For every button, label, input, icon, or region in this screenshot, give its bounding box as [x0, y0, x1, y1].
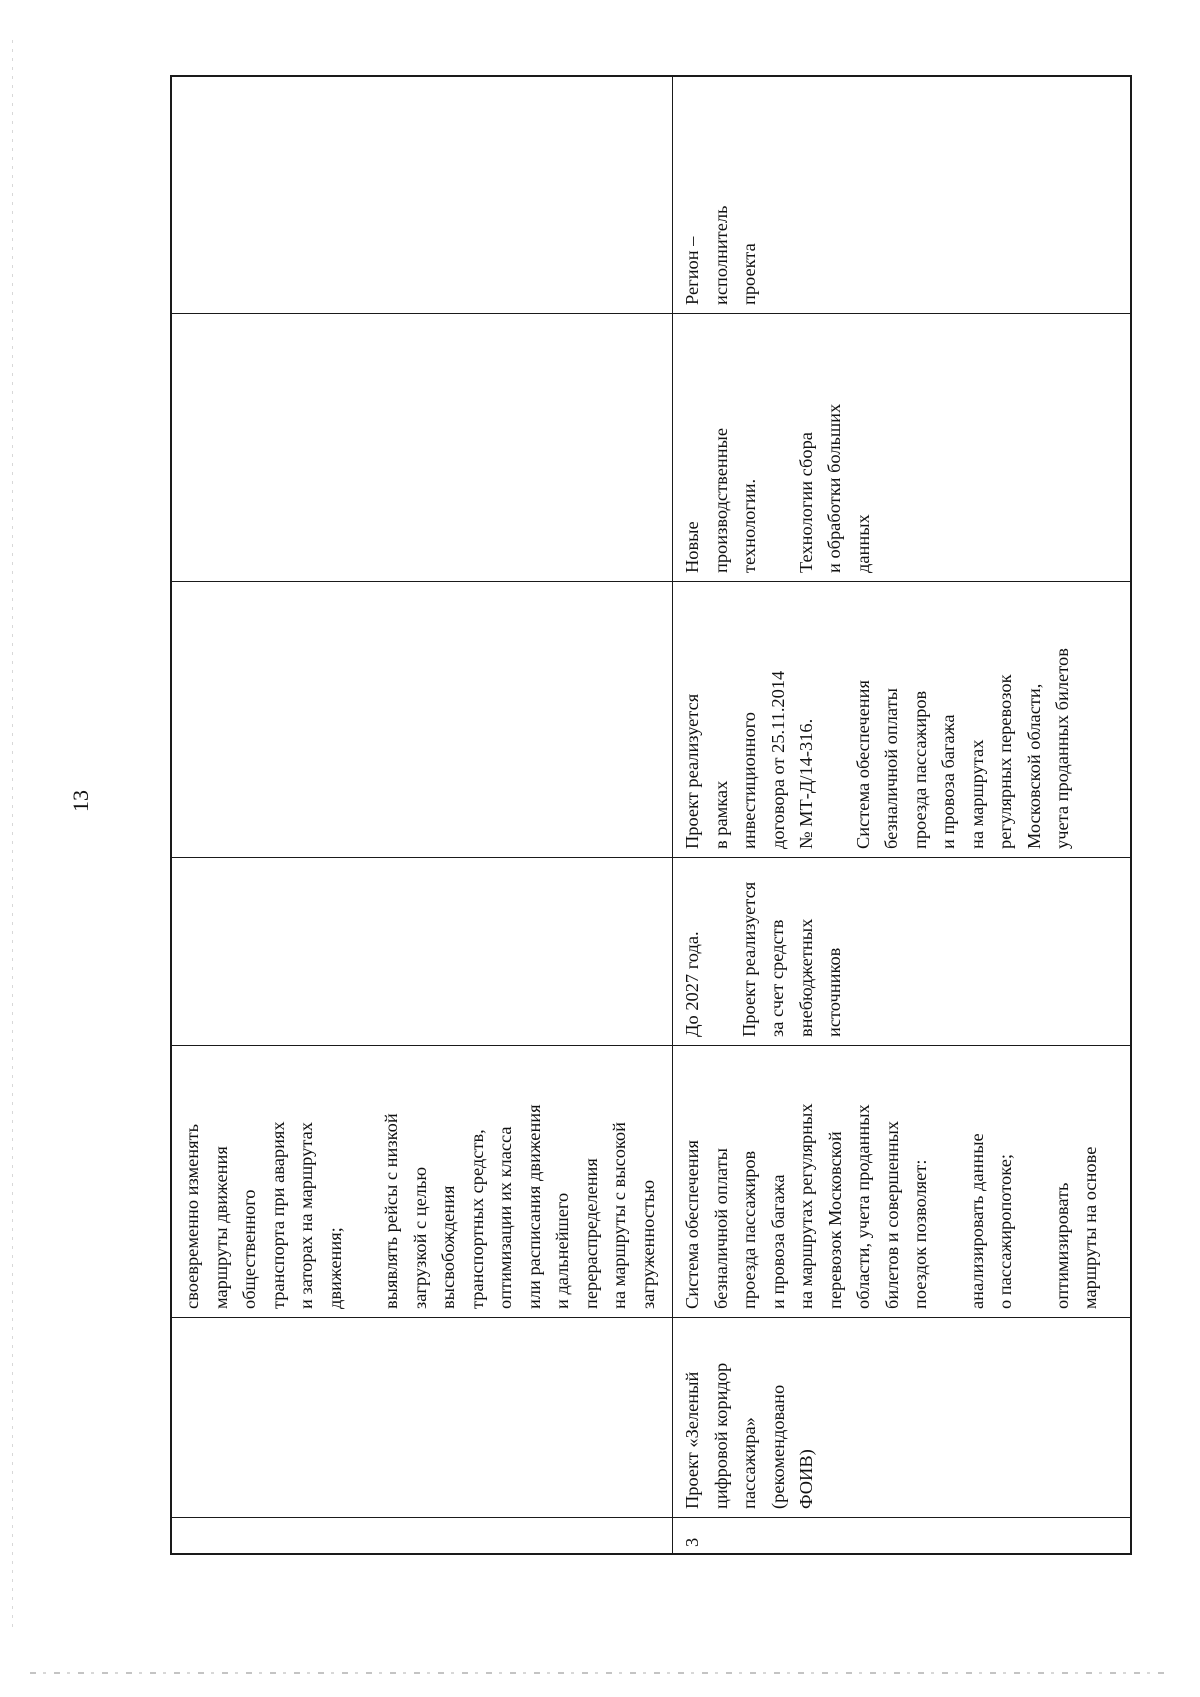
cell-number [172, 1518, 672, 1553]
paragraph-gap [935, 1052, 963, 1309]
paragraph-gap [349, 1052, 377, 1309]
funding-text: Проект реализуется за счет средств внебюджетных источников [738, 881, 844, 1037]
cell-description [172, 1046, 672, 1318]
paragraph-gap [707, 864, 735, 1037]
table-row-continuation [172, 77, 673, 1553]
paragraph-gap [821, 588, 849, 849]
scan-edge-left [12, 40, 13, 1630]
description-paragraph-3: оптимизировать маршруты на основе [1051, 1146, 1100, 1309]
paragraph-gap [1020, 1052, 1048, 1309]
page-number: 13 [68, 790, 93, 812]
cell-project: Проект «Зеленый цифровой коридор пассажира» (рекомендовано ФОИВ) [672, 1318, 1130, 1518]
description-paragraph-1: Система обеспечения безналичной оплаты проезда пассажиров и провоза багажа на маршрутах регулярных перевозок Московской области, учета проданных билетов и совершенных поездок позволяет: [682, 1103, 930, 1309]
scan-edge-bottom [30, 1672, 1170, 1674]
technologies-paragraph-1: Новые производственные технологии. [682, 427, 759, 573]
description-paragraph-1: своевременно изменять маршруты движения общественного транспорта при авариях и заторах на маршрутах движения; [182, 1121, 345, 1309]
basis-paragraph-2: Система обеспечения безналичной оплаты проезда пассажиров и провоза багажа на маршрутах регулярных перевозок Московской области, учета проданных билетов [852, 648, 1072, 849]
cell-technologies [172, 314, 672, 582]
cell-number: 3 [682, 1537, 702, 1547]
document-table [170, 75, 1132, 1555]
cell-executor: Регион – исполнитель проекта [672, 73, 1130, 314]
cell-project [172, 1318, 672, 1518]
cell-timing [672, 858, 1130, 1046]
table-row-3 [672, 77, 1130, 1553]
basis-paragraph-1: Проект реализуется в рамках инвестиционного договора от 25.11.2014 № МТ-Д/14-316. [682, 670, 816, 849]
cell-basis [672, 582, 1130, 858]
description-paragraph-2: анализировать данные о пассажиропотоке; [966, 1133, 1015, 1309]
cell-executor [172, 73, 672, 314]
paragraph-gap [764, 320, 792, 573]
technologies-paragraph-2: Технологии сбора и обработки больших данных [795, 403, 873, 573]
cell-basis [172, 582, 672, 858]
description-paragraph-2: выявлять рейсы с низкой загрузкой с целью высвобождения транспортных средств, оптимизации их класса или расписания движения и дальнейшего перераспределения на маршруты с высокой загруженностью [381, 1104, 658, 1309]
cell-timing [172, 858, 672, 1046]
timing-text: До 2027 года. [682, 931, 702, 1037]
cell-description [672, 1046, 1130, 1318]
cell-technologies [672, 314, 1130, 582]
